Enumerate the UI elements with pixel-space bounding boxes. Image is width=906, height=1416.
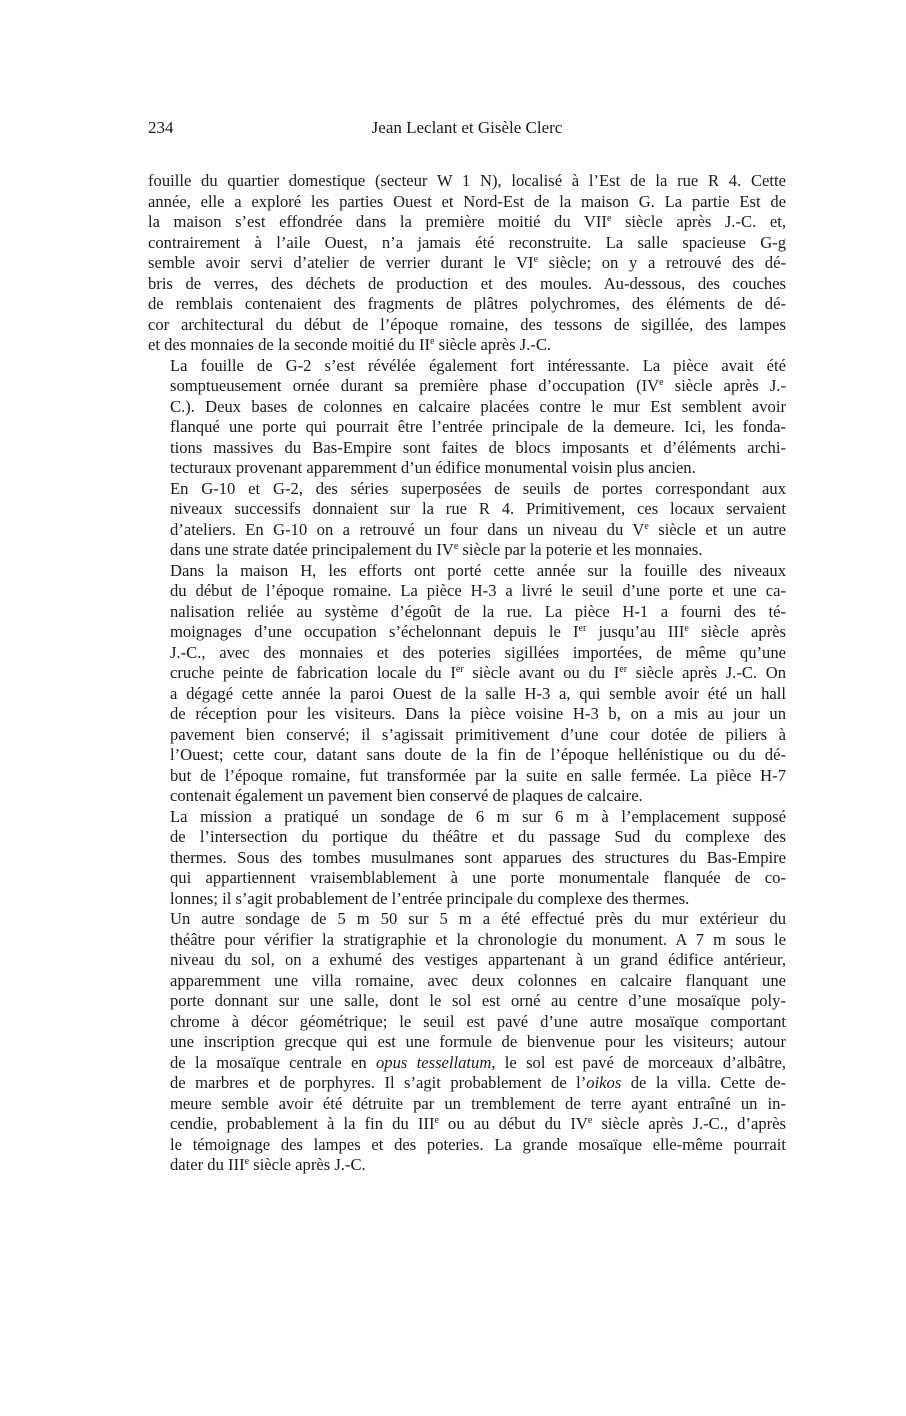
text-line	[148, 663, 786, 684]
text-run: La mission a pratiqué un sondage de 6 m sur 6 m à l’emplacement supposé	[170, 806, 786, 826]
text-line	[148, 1012, 786, 1033]
text-line	[148, 848, 786, 869]
text-line	[148, 417, 786, 438]
text-run: La fouille de G-2 s’est révélée également fort intéressante. La pièce avait été	[170, 355, 786, 375]
superscript: er	[619, 664, 628, 675]
text-run: siècle avant ou du I	[463, 663, 620, 682]
text-run: lonnes; il s’agit probablement de l’entrée principale du complexe des thermes.	[170, 888, 690, 908]
text-run: année, elle a exploré les parties Ouest et Nord-Est de la maison G. La partie Est de	[148, 191, 786, 211]
text-run: siècle; on y a retrouvé des dé-	[537, 253, 786, 272]
text-line	[148, 602, 786, 623]
text-run: théâtre pour vérifier la stratigraphie et la chronologie du monument. A 7 m sous le	[170, 929, 786, 949]
text-run: C.). Deux bases de colonnes en calcaire placées contre le mur Est semblent avoir	[170, 396, 786, 416]
body-text	[148, 171, 786, 1176]
text-run: de remblais contenaient des fragments de plâtres polychromes, des éléments de dé-	[148, 294, 786, 313]
text-run: siècle après J.-C. et,	[611, 212, 786, 231]
text-run: tions massives du Bas-Empire sont faites de blocs imposants et d’éléments archi-	[170, 437, 786, 457]
text-run: cendie, probablement à la fin du III	[170, 1114, 435, 1133]
text-line	[148, 971, 786, 992]
text-run: J.-C., avec des monnaies et des poteries sigillées importées, de même qu’une	[170, 642, 786, 662]
superscript: e	[430, 336, 435, 347]
text-line	[148, 294, 786, 315]
text-run: En G-10 et G-2, des séries superposées de seuils de portes correspondant aux	[170, 478, 786, 498]
text-run: siècle après J.-C. On	[627, 663, 786, 682]
paragraph	[148, 479, 786, 561]
text-line	[148, 171, 786, 192]
text-line	[148, 479, 786, 500]
text-run: niveaux successifs donnaient sur la rue R 4. Primitivement, ces locaux servaient	[170, 499, 786, 518]
text-run: contenait également un pavement bien conservé de plaques de calcaire.	[170, 786, 643, 805]
text-line	[148, 520, 786, 541]
text-line	[148, 1053, 786, 1074]
superscript: e	[244, 1156, 250, 1167]
text-run: siècle après J.-C., d’après	[592, 1114, 786, 1133]
superscript: e	[659, 377, 664, 388]
text-run: chrome à décor géométrique; le seuil est pavé d’une autre mosaïque comportant	[170, 1011, 786, 1031]
text-line	[148, 909, 786, 930]
superscript: e	[606, 213, 612, 224]
text-run: semble avoir servi d’atelier de verrier durant le VI	[148, 253, 534, 272]
text-run: de la villa. Cette de-	[621, 1073, 786, 1092]
paragraph	[148, 561, 786, 807]
text-run: bris de verres, des déchets de production et des moules. Au-dessous, des couches	[148, 273, 786, 293]
page-header	[148, 118, 786, 142]
text-run: siècle et un autre	[648, 519, 786, 539]
superscript: er	[455, 664, 464, 675]
page-number: 234	[148, 118, 174, 137]
text-run: flanqué une porte qui pourrait être l’entrée principale de la demeure. Ici, les fonda-	[170, 417, 786, 436]
text-line	[148, 253, 786, 274]
paragraph	[148, 171, 786, 356]
text-run: tecturaux provenant apparemment d’un édifice monumental voisin plus ancien.	[170, 458, 696, 477]
text-run: qui appartiennent vraisemblablement à une porte monumentale flanquée de co-	[170, 868, 786, 887]
text-line	[148, 786, 786, 807]
text-run: fouille du quartier domestique (secteur W 1 N), localisé à l’Est de la rue R 4. Cette	[148, 171, 786, 190]
paragraph	[148, 356, 786, 479]
text-line	[148, 704, 786, 725]
superscript: e	[533, 254, 538, 265]
text-run: siècle par la poterie et les monnaies.	[458, 540, 703, 559]
superscript: e	[684, 623, 689, 634]
italic-term: opus tessellatum	[375, 1052, 492, 1072]
text-line	[148, 192, 786, 213]
text-line	[148, 212, 786, 233]
superscript: e	[434, 1115, 439, 1126]
text-run: le témoignage des lampes et des poteries. La grande mosaïque elle-même pourrait	[170, 1134, 786, 1154]
text-run: de réception pour les visiteurs. Dans la pièce voisine H-3 b, on a mis au jour un	[170, 704, 786, 723]
text-line	[148, 889, 786, 910]
text-line	[148, 807, 786, 828]
text-run: d’ateliers. En G-10 on a retrouvé un four dans un niveau du V	[170, 519, 645, 539]
text-line	[148, 930, 786, 951]
text-run: pavement bien conservé; il s’agissait primitivement d’une cour dotée de piliers à	[170, 724, 786, 744]
text-line	[148, 766, 786, 787]
text-run: cor architectural du début de l’époque romaine, des tessons de sigillée, des lampes	[148, 314, 786, 334]
text-line	[148, 315, 786, 336]
text-line	[148, 561, 786, 582]
text-run: moignages d’une occupation s’échelonnant depuis le I	[170, 622, 579, 641]
text-line	[148, 499, 786, 520]
text-run: thermes. Sous des tombes musulmanes sont apparues des structures du Bas-Empire	[170, 847, 786, 867]
superscript: e	[453, 541, 459, 552]
text-run: dans une strate datée principalement du IV	[170, 540, 454, 559]
text-line	[148, 356, 786, 377]
text-line	[148, 725, 786, 746]
paragraph	[148, 807, 786, 910]
text-line	[148, 827, 786, 848]
text-run: dater du III	[170, 1155, 245, 1174]
text-line	[148, 274, 786, 295]
text-run: ou au début du IV	[438, 1114, 588, 1133]
text-run: du début de l’époque romaine. La pièce H-3 a livré le seuil d’une porte et une ca-	[170, 581, 786, 600]
text-line	[148, 684, 786, 705]
text-line	[148, 643, 786, 664]
text-line	[148, 745, 786, 766]
text-line	[148, 991, 786, 1012]
text-run: jusqu’au III	[586, 622, 685, 641]
text-run: une inscription grecque qui est une formule de bienvenue pour les visiteurs; autour	[170, 1032, 786, 1051]
text-line	[148, 540, 786, 561]
text-line	[148, 233, 786, 254]
text-line	[148, 458, 786, 479]
superscript: e	[587, 1115, 593, 1126]
text-run: somptueusement ornée durant sa première phase d’occupation (IV	[170, 376, 660, 395]
text-run: siècle après	[688, 622, 786, 641]
paragraph	[148, 909, 786, 1176]
text-line	[148, 950, 786, 971]
text-run: de la mosaïque centrale en	[170, 1052, 376, 1072]
text-line	[148, 438, 786, 459]
text-run: l’Ouest; cette cour, datant sans doute de la fin de l’époque hellénistique ou du dé-	[170, 745, 786, 764]
text-line	[148, 1073, 786, 1094]
text-line	[148, 1032, 786, 1053]
text-line	[148, 397, 786, 418]
text-run: , le sol est pavé de morceaux d’albâtre,	[491, 1052, 786, 1072]
text-run: de marbres et de porphyres. Il s’agit probablement de l’	[170, 1073, 587, 1092]
text-run: niveau du sol, on a exhumé des vestiges appartenant à un grand édifice antérieur,	[170, 950, 786, 969]
text-line	[148, 1155, 786, 1176]
text-run: porte donnant sur une salle, dont le sol est orné au centre d’une mosaïque poly-	[170, 991, 786, 1010]
text-run: contrairement à l’aile Ouest, n’a jamais été reconstruite. La salle spacieuse G-g	[148, 232, 786, 252]
text-run: apparemment une villa romaine, avec deux colonnes en calcaire flanquant une	[170, 970, 786, 990]
text-run: Dans la maison H, les efforts ont porté cette année sur la fouille des niveaux	[170, 560, 786, 580]
text-run: de l’intersection du portique du théâtre et du passage Sud du complexe des	[170, 827, 786, 846]
text-run: meure semble avoir été détruite par un tremblement de terre ayant entraîné un in-	[170, 1093, 786, 1113]
text-run: siècle après J.-C.	[249, 1155, 366, 1174]
superscript: er	[578, 623, 587, 634]
text-run: siècle après J.-	[663, 376, 786, 395]
text-run: but de l’époque romaine, fut transformée par la suite en salle fermée. La pièce H-7	[170, 765, 786, 785]
text-line	[148, 581, 786, 602]
text-run: siècle après J.-C.	[434, 335, 552, 354]
text-line	[148, 1114, 786, 1135]
text-run: a dégagé cette année la paroi Ouest de la salle H-3 a, qui semble avoir été un hall	[170, 683, 786, 703]
text-line	[148, 1135, 786, 1156]
superscript: e	[644, 520, 649, 532]
text-line	[148, 335, 786, 356]
text-run: et des monnaies de la seconde moitié du II	[148, 335, 431, 354]
text-run: nalisation reliée au système d’égoût de la rue. La pièce H-1 a fourni des té-	[170, 601, 786, 621]
text-line	[148, 868, 786, 889]
text-run: cruche peinte de fabrication locale du I	[170, 663, 456, 682]
text-line	[148, 622, 786, 643]
text-line	[148, 376, 786, 397]
text-line	[148, 1094, 786, 1115]
text-run: la maison s’est effondrée dans la première moitié du VII	[148, 212, 607, 231]
running-title: Jean Leclant et Gisèle Clerc	[371, 118, 563, 137]
italic-term: oikos	[586, 1073, 622, 1092]
text-run: Un autre sondage de 5 m 50 sur 5 m a été effectué près du mur extérieur du	[170, 909, 786, 928]
